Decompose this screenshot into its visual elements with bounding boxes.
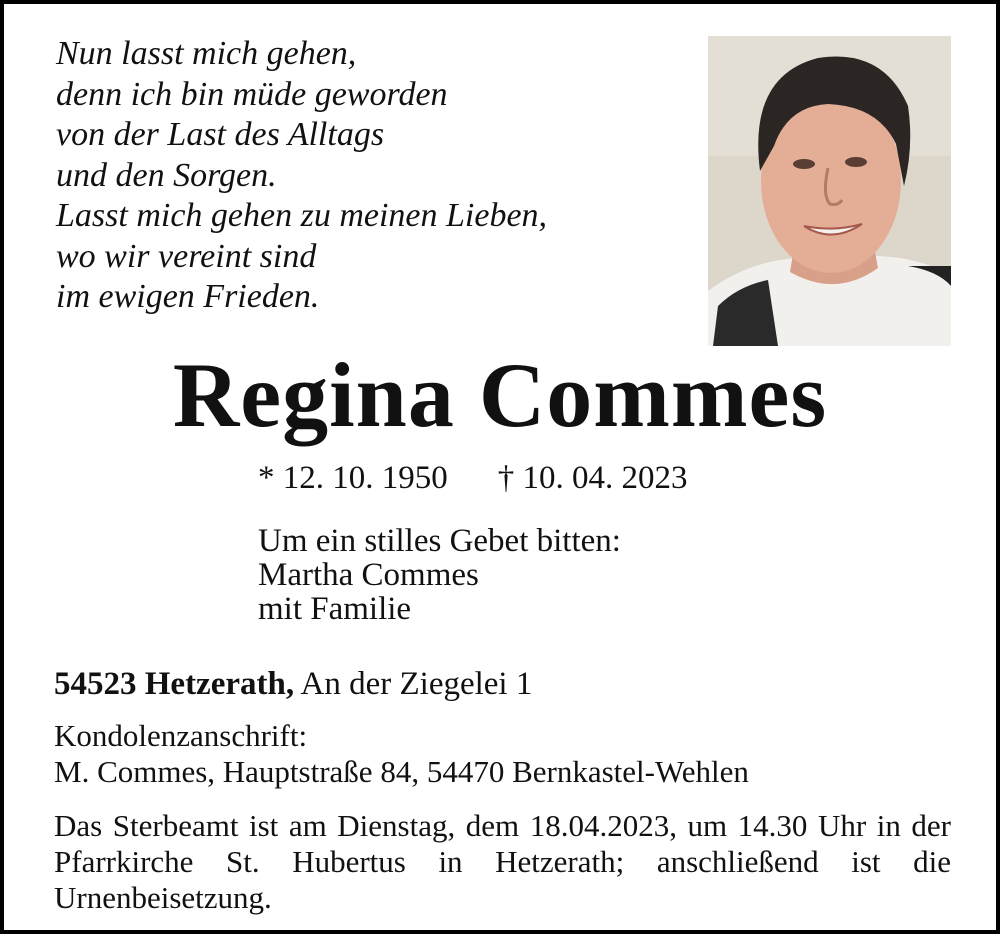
life-dates — [258, 458, 688, 498]
poem-line: Nun lasst mich gehen, — [56, 35, 357, 72]
portrait-illustration — [708, 36, 951, 346]
poem-line: denn ich bin müde geworden — [56, 75, 448, 113]
mourners-line: mit Familie — [258, 591, 412, 627]
poem-line: wo wir vereint sind — [56, 237, 317, 275]
deceased-name: Regina Commes — [172, 344, 828, 446]
mourners-line: Martha Commes — [258, 557, 479, 593]
portrait-photo — [708, 36, 951, 346]
mourners-line: Um ein stilles Gebet bitten: — [258, 523, 621, 559]
address-place: 54523 Hetzerath, — [54, 666, 295, 702]
mourners — [258, 524, 621, 626]
address-street: An der Ziegelei 1 — [300, 666, 533, 702]
condolence-address: M. Commes, Hauptstraße 84, 54470 Bernkastel-Wehlen — [54, 754, 749, 789]
poem-line: von der Last des Alltags — [56, 116, 385, 153]
condolence-label: Kondolenzanschrift: — [54, 718, 308, 753]
poem-line: im ewigen Frieden. — [56, 278, 320, 315]
birth-date: * 12. 10. 1950 — [258, 460, 448, 496]
poem-line: Lasst mich gehen zu meinen Lieben, — [56, 197, 548, 234]
death-date: † 10. 04. 2023 — [497, 460, 688, 496]
poem — [56, 34, 547, 318]
mourning-address — [54, 664, 532, 704]
funeral-notice: Das Sterbeamt ist am Dienstag, dem 18.04.2023, um 14.30 Uhr in der Pfarrkirche St. Hubertus in Hetzerath; anschließend ist die Urnenbeisetzung. — [54, 808, 951, 915]
poem-line: und den Sorgen. — [56, 156, 277, 194]
condolence-address-block — [54, 718, 749, 790]
